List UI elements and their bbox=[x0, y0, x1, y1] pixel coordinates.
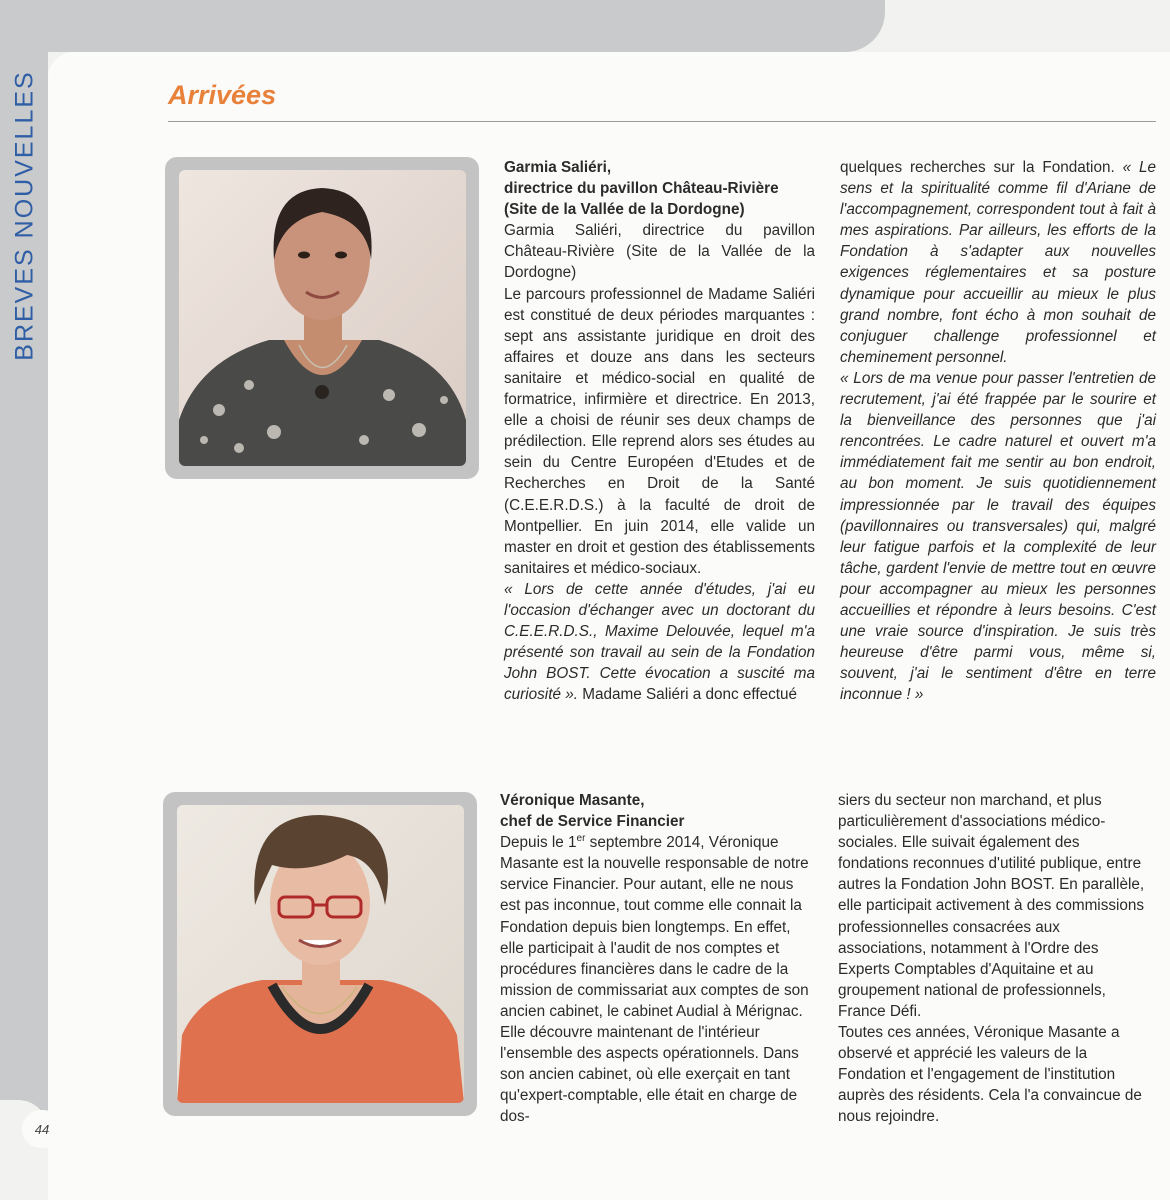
ordinal-superscript: er bbox=[576, 833, 586, 845]
article-veronique-paragraph-1-body: septembre 2014, Véronique Masante est la nouvelle responsable de notre service Financier. Pour autant, elle ne nous est pas inconnue, tout comme elle connait la Fondation depuis bien longtemps. En effet, elle participait à l'audit de nos comptes et procédures financières dans le cadre de la mission de commissariat aux comptes de son ancien cabinet, le cabinet Audial à Mérignac. Elle découvre maintenant de l'intérieur l'ensemble des aspects opérationnels. Dans son ancien cabinet, où elle exerçait en tant qu'expert-comptable, elle était en charge de dos- bbox=[500, 834, 809, 1126]
article-veronique-column-2 bbox=[838, 790, 1150, 1128]
article-garmia-paragraph-4 bbox=[840, 157, 1156, 368]
page-number: 44 bbox=[22, 1110, 62, 1148]
page-frame-top bbox=[0, 0, 885, 52]
article-garmia-quote-3: « Lors de ma venue pour passer l'entretien de recrutement, j'ai été frappée par le sourire et la bienveillance des personnes que j'ai rencontrées. Le cadre naturel et ouvert m'a immédiatement fait me sentir au bon endroit, au bon moment. Je suis quotidiennement impressionnée par le travail des équipes (pavillonnaires ou transversales) qui, malgré leur fatigue parfois et la complexité de leur tâche, gardent l'envie de mettre tout en œuvre pour accompagner au mieux les personnes accueillies et répondre à leurs besoins. C'est une vraie source d'inspiration. Je suis très heureuse d'être parmi vous, même si, souvent, j'ai le sentiment d'être en terre inconnue ! » bbox=[840, 369, 1156, 704]
article-garmia-paragraph-2: Le parcours professionnel de Madame Saliéri est constitué de deux périodes marquantes : sept ans assistante juridique en droit des affaires et douze ans dans les secteurs sanitaire et médico-social en qualité de formatrice, infirmière et directrice. En 2013, elle a choisi de réunir ses deux champs de prédilection. Elle reprend alors ses études au sein du Centre Européen d'Etudes et de Recherches en Droit de la Santé (C.E.E.R.D.S.) à la faculté de droit de Montpellier. En juin 2014, elle valide un master en droit et gestion des établissements sanitaires et médico-sociaux. bbox=[504, 285, 815, 577]
title-divider bbox=[168, 121, 1156, 122]
article-garmia-role-line-1: directrice du pavillon Château-Rivière bbox=[504, 180, 779, 198]
portrait-illustration bbox=[177, 805, 464, 1103]
article-veronique-column-1 bbox=[500, 790, 812, 1128]
article-garmia-column-1 bbox=[504, 157, 815, 705]
article-garmia-quote-1: « Lors de cette année d'études, j'ai eu l'occasion d'échanger avec un doctorant du C.E.E.R.D.S., Maxime Delouvée, lequel m'a présenté son travail au sein de la Fondation John BOST. Cette évocation a suscité ma curiosité ». bbox=[504, 580, 815, 704]
article-garmia-role-line-2: (Site de la Vallée de la Dordogne) bbox=[504, 201, 745, 219]
article-veronique-paragraph-3: Toutes ces années, Véronique Masante a observé et apprécié les valeurs de la Fondation et l'engagement de l'institution auprès des résidents. Cela l'a convaincue de nous rejoindre. bbox=[838, 1024, 1142, 1126]
article-garmia-paragraph-3-tail: Madame Saliéri a donc effectué bbox=[577, 686, 798, 704]
portrait-illustration bbox=[179, 170, 466, 466]
article-garmia-name: Garmia Saliéri, bbox=[504, 159, 612, 176]
article-veronique-role: chef de Service Financier bbox=[500, 813, 685, 831]
article-garmia-paragraph-1: Garmia Saliéri, directrice du pavillon Château-Rivière (Site de la Vallée de la Dordogne) bbox=[504, 222, 815, 282]
article-garmia-paragraph-3 bbox=[504, 579, 815, 706]
article-veronique-paragraph-1 bbox=[500, 832, 812, 1127]
portrait-photo-garmia bbox=[179, 170, 466, 466]
article-veronique-paragraph-2: siers du secteur non marchand, et plus particulièrement d'associations médico-sociales. Elle suivait également des fondations reconnues d'utilité publique, entre autres la Fondation John BOST. En parallèle, elle participait activement à des commissions professionnelles consacrées aux associations, notamment à l'Ordre des Experts Comptables d'Aquitaine et au groupement national de professionnels, France Défi. bbox=[838, 792, 1145, 1020]
article-veronique-name: Véronique Masante, bbox=[500, 792, 645, 809]
article-garmia-quote-2: « Le sens et la spiritualité comme fil d'Ariane de l'accompagnement, correspondent tout à fait à mes aspirations. Par ailleurs, les efforts de la Fondation à s'adapter aux nouvelles exigences réglementaires et sa posture dynamique pour accueillir au mieux le plus grand nombre, font écho à mon souhait de conjuguer challenge professionnel et cheminement personnel. bbox=[840, 159, 1156, 366]
section-title: Arrivées bbox=[168, 80, 277, 110]
article-veronique-paragraph-1-pre: Depuis le 1 bbox=[500, 834, 577, 852]
article-garmia-column-2 bbox=[840, 157, 1156, 705]
portrait-photo-veronique bbox=[177, 805, 464, 1103]
article-garmia-paragraph-4-start: quelques recherches sur la Fondation. bbox=[840, 159, 1123, 176]
sidebar-section-label: BREVES NOUVELLES bbox=[10, 69, 39, 361]
